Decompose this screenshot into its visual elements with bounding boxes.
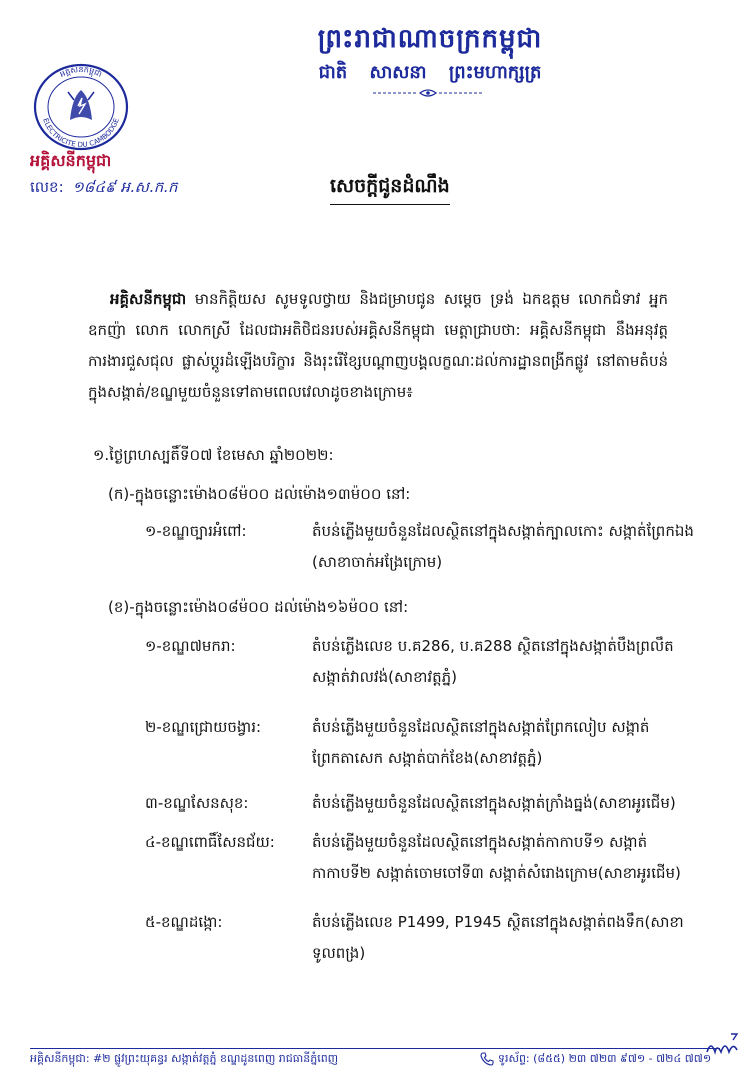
district-areas: តំបន់ភ្លើងមួយចំនួនដែលស្ថិតនៅក្នុងសង្កាត់ក្រាំងធ្នង់(សាខាអូរជើម): [312, 794, 676, 812]
district-label: ២-ខណ្ឌជ្រោយចង្វារ:: [145, 718, 262, 736]
footer-phone: [480, 1052, 711, 1068]
district-label: ៥-ខណ្ឌដង្កោ:: [145, 913, 223, 931]
schedule-date: ១.ថ្ងៃព្រហស្បតិ៍ទី០៧ ខែមេសា ឆ្នាំ២០២២:: [93, 446, 334, 464]
ornament-divider-icon: [373, 87, 483, 99]
kingdom-heading: ព្រះរាជាណាចក្រកម្ពុជា: [317, 24, 543, 54]
reference-value: ១៨៤៩ អ.ស.ក.ក: [72, 178, 178, 196]
reference-label: លេខ:: [30, 178, 64, 196]
org-name: អគ្គិសនីកម្ពុជា: [30, 151, 112, 170]
district-areas: តំបន់ភ្លើងមួយចំនួនដែលស្ថិតនៅក្នុងសង្កាត់ព្រែកលៀប សង្កាត់ព្រែកតាសេក សង្កាត់បាក់ខែង(សាខាវត្តភ្នំ): [312, 718, 650, 767]
district-areas: តំបន់ភ្លើងមួយចំនួនដែលស្ថិតនៅក្នុងសង្កាត់កាកាបទី១ សង្កាត់កាកាបទី២ សង្កាត់ចោមចៅទី៣ សង្កាត់សំរោងក្រោម(សាខាអូរជើម): [312, 833, 681, 882]
district-label: ១-ខណ្ឌច្បារអំពៅ:: [145, 522, 247, 540]
intro-paragraph: [88, 284, 668, 408]
section-time-a: (ក)-ក្នុងចន្លោះម៉ោង០៨ម៉០០ ដល់ម៉ោង១៣ម៉០០ នៅ:: [108, 485, 411, 503]
district-areas: តំបន់ភ្លើងមួយចំនួនដែលស្ថិតនៅក្នុងសង្កាត់ក្បាលកោះ សង្កាត់ព្រែកឯង (សាខាចាក់អង្រែក្រោម): [312, 522, 694, 571]
district-areas: តំបន់ភ្លើងលេខ P1499, P1945 ស្ថិតនៅក្នុងសង្កាត់ពងទឹក(សាខាទូលពង្រ): [312, 913, 684, 962]
section-time-b: (ខ)-ក្នុងចន្លោះម៉ោង០៨ម៉០០ ដល់ម៉ោង១៦ម៉០០ នៅ:: [108, 598, 409, 616]
district-label: ១-ខណ្ឌ៧មករា:: [145, 637, 236, 655]
intro-body: មានកិត្តិយស សូមទូលថ្វាយ និងជម្រាបជូន សម្តេច ទ្រង់ ឯកឧត្តម លោកជំទាវ អ្នកឧកញ៉ា លោក លោកស្រី ដែលជាអតិថិជនរបស់អគ្គិសនីកម្ពុជា មេត្តាជ្រាបថា: អគ្គិសនីកម្ពុជា នឹងអនុវត្តការងារជួសជុល ផ្លាស់ប្តូរដំឡើងបរិក្ខារ និងរុះរើខ្សែបណ្តាញបង្គលក្ខណៈដល់ការដ្ឋានពង្រីកផ្លូវ នៅតាមតំបន់ក្នុងសង្កាត់/ខណ្ឌមួយចំនួនទៅតាមពេលវេលាដូចខាងក្រោម៖: [88, 290, 668, 401]
svg-text:ELECTRICITE DU CAMBODGE: ELECTRICITE DU CAMBODGE: [41, 117, 121, 150]
national-motto: ជាតិ សាសនា ព្រះមហាក្សត្រ: [318, 62, 542, 83]
district-label: ៣-ខណ្ឌសែនសុខ:: [145, 794, 249, 812]
phone-icon: [480, 1052, 494, 1066]
document-title: សេចក្តីជូនដំណឹង: [330, 174, 450, 205]
intro-org-name: អគ្គិសនីកម្ពុជា: [110, 290, 187, 308]
footer-phone-text: ទូរស័ព្ទ: (៨៥៥) ២៣ ៧២៣ ៩៧១ - ៧២៤ ៧៧១: [498, 1052, 712, 1065]
edc-seal-icon: [32, 62, 130, 152]
district-areas: តំបន់ភ្លើងលេខ ប.គ286, ប.គ288 ស្ថិតនៅក្នុងសង្កាត់បឹងព្រលឹត សង្កាត់វាលវង់(សាខាវត្តភ្នំ): [312, 637, 674, 686]
reference-number: [30, 178, 178, 200]
footer-address: អគ្គិសនីកម្ពុជា: #២ ផ្លូវព្រះយុគន្ធរ សង្កាត់វត្តភ្នំ ខណ្ឌដូនពេញ រាជធានីភ្នំពេញ: [30, 1052, 339, 1065]
svg-text:អគ្គិសនីកម្ពុជា: អគ្គិសនីកម្ពុជា: [58, 64, 104, 79]
footer-divider: [30, 1048, 720, 1049]
district-label: ៤-ខណ្ឌពោធិ៍សែនជ័យ:: [145, 833, 275, 851]
